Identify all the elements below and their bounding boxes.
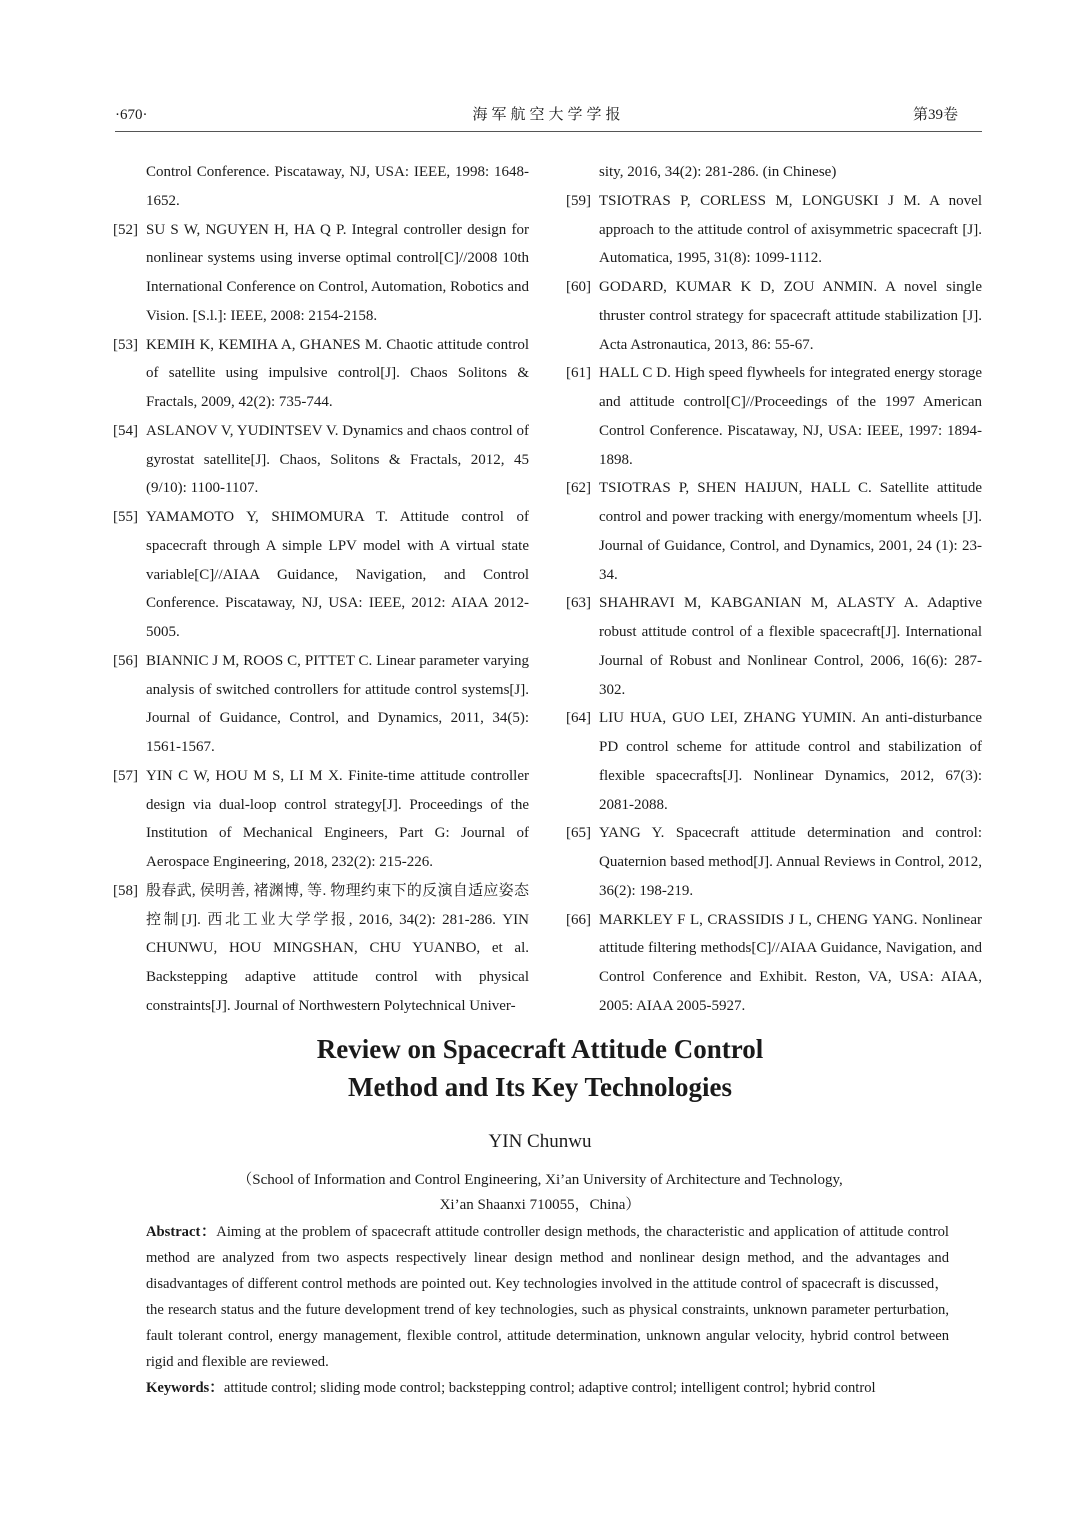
reference-number: [53] xyxy=(113,336,138,353)
references-right-column xyxy=(566,158,982,1021)
affiliation-line-1: （School of Information and Control Engineering, Xi’an University of Architecture and Technology, xyxy=(237,1172,843,1188)
keywords-label: Keywords： xyxy=(146,1380,224,1396)
title-line-1: Review on Spacecraft Attitude Control xyxy=(316,1034,764,1064)
reference-number: [57] xyxy=(113,767,138,784)
reference-text: 殷春武, 侯明善, 褚渊博, 等. 物理约束下的反演自适应姿态控制[J]. 西北工业大学学报, 2016, 34(2): 281-286. YIN CHUNWU, HOU MINGSHAN, CHU YUANBO, et al. Backstepping adaptive attitude control with physical constraints[J]. Journal of Northwestern Polytechnical Univer- xyxy=(146,882,529,1014)
volume-label: 第39卷 xyxy=(912,107,958,123)
article-title xyxy=(0,1030,1080,1106)
reference-number: [52] xyxy=(113,221,138,238)
reference-53 xyxy=(113,331,529,417)
reference-text: SHAHRAVI M, KABGANIAN M, ALASTY A. Adaptive robust attitude control of a flexible spacecraft[J]. International Journal of Robust and Nonlinear Control, 2006, 16(6): 287-302. xyxy=(599,595,982,698)
reference-58 xyxy=(113,877,529,1021)
reference-text: YANG Y. Spacecraft attitude determination and control: Quaternion based method[J]. Annual Reviews in Control, 2012, 36(2): 198-219. xyxy=(599,825,982,899)
reference-text: BIANNIC J M, ROOS C, PITTET C. Linear parameter varying analysis of switched controllers for attitude control systems[J]. Journal of Guidance, Control, and Dynamics, 2011, 34(5): 1561-1567. xyxy=(146,652,529,755)
reference-number: [56] xyxy=(113,652,138,669)
reference-52 xyxy=(113,216,529,331)
keywords xyxy=(146,1375,949,1401)
reference-text: YAMAMOTO Y, SHIMOMURA T. Attitude control of spacecraft through A simple LPV model with A virtual state variable[C]//AIAA Guidance, Navigation, and Control Conference. Piscataway, NJ, USA: IEEE, 2012: AIAA 2012-5005. xyxy=(146,509,529,640)
abstract xyxy=(146,1219,949,1375)
reference-60 xyxy=(566,273,982,359)
header-rule xyxy=(115,131,982,132)
reference-text: HALL C D. High speed flywheels for integrated energy storage and attitude control[C]//Proceedings of the 1997 American Control Conference. Piscataway, NJ, USA: IEEE, 1997: 1894-1898. xyxy=(599,365,982,468)
title-line-2: Method and Its Key Technologies xyxy=(347,1072,733,1102)
reference-text: GODARD, KUMAR K D, ZOU ANMIN. A novel single thruster control strategy for spacecraft attitude stabilization [J]. Acta Astronautica, 2013, 86: 55-67. xyxy=(599,279,982,353)
page-number: ·670· xyxy=(115,107,148,123)
reference-text: YIN C W, HOU M S, LI M X. Finite-time attitude controller design via dual-loop control strategy[J]. Proceedings of the Institution of Mechanical Engineers, Part G: Journal of Aerospace Engineering, 2018, 232(2): 215-226. xyxy=(146,767,529,870)
reference-56 xyxy=(113,647,529,762)
keywords-text: attitude control; sliding mode control; backstepping control; adaptive control; intelligent control; hybrid control xyxy=(223,1380,876,1396)
reference-number: [54] xyxy=(113,422,138,439)
reference-59 xyxy=(566,187,982,273)
author-name: YIN Chunwu xyxy=(488,1131,592,1152)
reference-55 xyxy=(113,503,529,647)
journal-name: 海军航空大学学报 xyxy=(472,107,625,123)
reference-continuation: Control Conference. Piscataway, NJ, USA: IEEE, 1998: 1648-1652. xyxy=(146,164,529,209)
reference-62 xyxy=(566,474,982,589)
reference-64 xyxy=(566,704,982,819)
reference-61 xyxy=(566,359,982,474)
reference-continuation: sity, 2016, 34(2): 281-286. (in Chinese) xyxy=(599,164,837,180)
reference-number: [62] xyxy=(566,480,591,497)
abstract-label: Abstract： xyxy=(146,1224,217,1240)
reference-54 xyxy=(113,417,529,503)
running-header xyxy=(115,104,982,126)
reference-number: [58] xyxy=(113,882,138,899)
reference-text: MARKLEY F L, CRASSIDIS J L, CHENG YANG. Nonlinear attitude filtering methods[C]//AIAA Guidance, Navigation, and Control Conference and Exhibit. Reston, VA, USA: AIAA, 2005: AIAA 2005-5927. xyxy=(599,911,982,1014)
affiliation xyxy=(0,1168,1080,1218)
reference-number: [61] xyxy=(566,365,591,382)
reference-text: TSIOTRAS P, CORLESS M, LONGUSKI J M. A novel approach to the attitude control of axisymmetric spacecraft [J]. Automatica, 1995, 31(8): 1099-1112. xyxy=(599,192,982,267)
reference-number: [65] xyxy=(566,825,591,842)
reference-number: [55] xyxy=(113,509,138,525)
reference-65 xyxy=(566,819,982,905)
reference-text: TSIOTRAS P, SHEN HAIJUN, HALL C. Satellite attitude control and power tracking with energy/momentum wheels [J]. Journal of Guidance, Control, and Dynamics, 2001, 24 (1): 23-34. xyxy=(599,480,982,583)
reference-66 xyxy=(566,906,982,1021)
references-left-column xyxy=(113,158,529,1021)
reference-number: [59] xyxy=(566,192,591,209)
reference-number: [64] xyxy=(566,710,591,727)
reference-text: SU S W, NGUYEN H, HA Q P. Integral controller design for nonlinear systems using inverse optimal control[C]//2008 10th International Conference on Control, Automation, Robotics and Vision. [S.l.]: IEEE, 2008: 2154-2158. xyxy=(146,221,529,324)
affiliation-line-2: Xi’an Shaanxi 710055，China） xyxy=(439,1197,641,1213)
reference-text: KEMIH K, KEMIHA A, GHANES M. Chaotic attitude control of satellite using impulsive control[J]. Chaos Solitons & Fractals, 2009, 42(2): 735-744. xyxy=(146,336,529,410)
reference-number: [66] xyxy=(566,911,591,928)
reference-63 xyxy=(566,589,982,704)
abstract-text: Aiming at the problem of spacecraft attitude controller design methods, the characteristic and application of attitude control method are analyzed from two aspects respectively linear design method and nonlinear design method, and the advantages and disadvantages of different control methods are pointed out. Key technologies involved in the attitude control of spacecraft is discussed，the research status and the future development trend of key technologies, such as physical constraints, unknown parameter perturbation, fault tolerant control, energy management, flexible control, attitude determination, unknown angular velocity, hybrid control between rigid and flexible are reviewed. xyxy=(146,1224,949,1370)
reference-number: [60] xyxy=(566,279,591,295)
reference-57 xyxy=(113,762,529,877)
reference-text: ASLANOV V, YUDINTSEV V. Dynamics and chaos control of gyrostat satellite[J]. Chaos, Solitons & Fractals, 2012, 45 (9/10): 1100-1107. xyxy=(146,422,529,497)
reference-number: [63] xyxy=(566,595,591,612)
reference-text: LIU HUA, GUO LEI, ZHANG YUMIN. An anti-disturbance PD control scheme for attitude control and stabilization of flexible spacecrafts[J]. Nonlinear Dynamics, 2012, 67(3): 2081-2088. xyxy=(599,710,982,813)
